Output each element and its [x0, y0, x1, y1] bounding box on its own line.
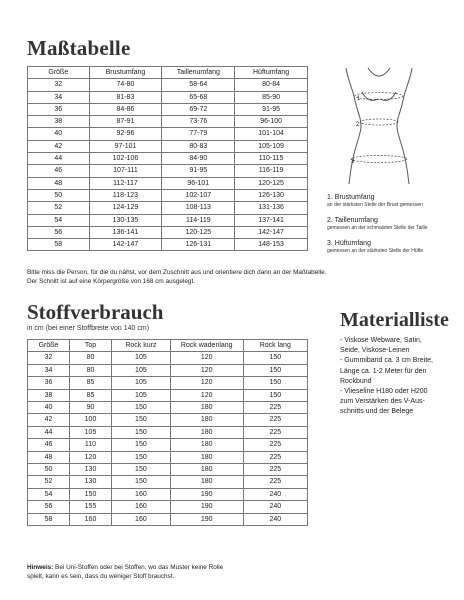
table-cell: 137-141 [235, 214, 308, 226]
table-cell: 74-80 [89, 79, 162, 91]
table-cell: 225 [243, 426, 307, 438]
fabric-table [27, 339, 308, 526]
note-line: Bitte miss die Person, für die du nähst, vor dem Zuschnitt aus und orientiere dich dann an der Maßtabelle. [27, 269, 327, 276]
table-cell: 190 [170, 513, 243, 525]
table-cell: 73-76 [162, 116, 235, 128]
table-cell: 36 [28, 377, 70, 389]
table-cell: 225 [243, 451, 307, 463]
table-cell: 52 [28, 202, 90, 214]
table-cell: 80 [70, 352, 112, 364]
table-cell: 85-90 [235, 91, 308, 103]
table-cell: 120-125 [162, 226, 235, 238]
table-cell: 124-129 [89, 202, 162, 214]
table-cell: 101-104 [235, 128, 308, 140]
table-cell: 77-79 [162, 128, 235, 140]
material-line: Seide, Viskose-Leinen [340, 347, 410, 355]
column-header: Hüftumfang [235, 67, 308, 79]
table-cell: 110-115 [235, 153, 308, 165]
table-cell: 180 [170, 464, 243, 476]
table-row [28, 140, 308, 152]
table-cell: 180 [170, 414, 243, 426]
table-cell: 240 [243, 513, 307, 525]
table-row [28, 352, 308, 364]
table-row [28, 116, 308, 128]
measurement-note [27, 268, 326, 286]
table-cell: 96-100 [235, 116, 308, 128]
table-cell: 190 [170, 501, 243, 513]
table-row [28, 177, 308, 189]
table-row [28, 79, 308, 91]
table-cell: 69-72 [162, 103, 235, 115]
table-row [28, 426, 308, 438]
legend-sub: gemessen an der schmalsten Stelle der Taille [327, 225, 428, 231]
table-row [28, 103, 308, 115]
table-cell: 84-86 [89, 103, 162, 115]
table-cell: 80-84 [235, 79, 308, 91]
table-cell: 240 [243, 488, 307, 500]
table-cell: 87-91 [89, 116, 162, 128]
table-row [28, 414, 308, 426]
table-cell: 56 [28, 501, 70, 513]
table-cell: 32 [28, 352, 70, 364]
table-row [28, 189, 308, 201]
table-cell: 107-111 [89, 165, 162, 177]
table-cell: 91-95 [235, 103, 308, 115]
table-cell: 116-119 [235, 165, 308, 177]
table-cell: 96-101 [162, 177, 235, 189]
table-cell: 150 [112, 402, 171, 414]
table-cell: 160 [112, 488, 171, 500]
hint-label: Hinweis: [27, 564, 54, 571]
table-cell: 131-136 [235, 202, 308, 214]
table-row [28, 214, 308, 226]
table-row [28, 464, 308, 476]
table-cell: 110 [70, 439, 112, 451]
table-row [28, 91, 308, 103]
figure-label-1: 1 [357, 96, 361, 102]
legend-brustumfang [327, 193, 457, 208]
table-cell: 42 [28, 414, 70, 426]
material-line: schnitts und der Belege [340, 408, 414, 416]
legend-sub: gemessen an der stärksten Stelle der Hüfte [327, 248, 424, 254]
table-cell: 38 [28, 389, 70, 401]
table-cell: 225 [243, 414, 307, 426]
column-header: Rock wadenlang [170, 340, 243, 352]
table-cell: 81-83 [89, 91, 162, 103]
table-cell: 85 [70, 377, 112, 389]
legend-sub: an der stärksten Stelle der Brust gemessen [327, 202, 423, 208]
hint-text: Bei Uni-Stoffen oder bei Stoffen, wo das Muster keine Rolle [53, 564, 224, 571]
table-cell: 150 [243, 377, 307, 389]
table-cell: 54 [28, 214, 90, 226]
table-cell: 130 [70, 476, 112, 488]
stoff-subtitle: in cm (bei einer Stoffbreite von 140 cm) [27, 325, 150, 332]
column-header: Rock kurz [112, 340, 171, 352]
table-row [28, 402, 308, 414]
table-cell: 91-95 [162, 165, 235, 177]
table-cell: 120 [170, 352, 243, 364]
bust-measure-line [355, 93, 403, 100]
hint-note [27, 563, 223, 581]
table-cell: 225 [243, 476, 307, 488]
table-cell: 65-68 [162, 91, 235, 103]
table-cell: 225 [243, 464, 307, 476]
column-header: Rock lang [243, 340, 307, 352]
table-cell: 120 [170, 364, 243, 376]
table-cell: 92-96 [89, 128, 162, 140]
table-cell: 108-113 [162, 202, 235, 214]
table-row [28, 476, 308, 488]
table-cell: 180 [170, 439, 243, 451]
table-row [28, 165, 308, 177]
table-cell: 44 [28, 153, 90, 165]
table-cell: 100 [70, 414, 112, 426]
table-cell: 118-123 [89, 189, 162, 201]
figure-label-3: 3 [351, 159, 355, 165]
table-cell: 102-106 [89, 153, 162, 165]
measurement-table [27, 66, 308, 251]
table-cell: 150 [243, 389, 307, 401]
table-cell: 105-109 [235, 140, 308, 152]
table-cell: 58-64 [162, 79, 235, 91]
body-measurement-figure [324, 66, 434, 186]
material-line: Rockbund [340, 377, 372, 385]
table-cell: 150 [112, 476, 171, 488]
table-cell: 150 [112, 439, 171, 451]
material-line: Länge ca. 1-2 Meter für den [340, 367, 427, 375]
table-cell: 56 [28, 226, 90, 238]
table-cell: 112-117 [89, 177, 162, 189]
table-cell: 120 [170, 389, 243, 401]
table-cell: 105 [112, 352, 171, 364]
table-cell: 126-131 [162, 239, 235, 251]
table-cell: 46 [28, 439, 70, 451]
table-cell: 80 [70, 364, 112, 376]
table-cell: 38 [28, 116, 90, 128]
table-cell: 105 [70, 426, 112, 438]
table-cell: 130-135 [89, 214, 162, 226]
table-row [28, 153, 308, 165]
table-cell: 180 [170, 426, 243, 438]
table-header-row [28, 67, 308, 79]
table-cell: 155 [70, 501, 112, 513]
table-cell: 40 [28, 402, 70, 414]
table-cell: 102-107 [162, 189, 235, 201]
table-row [28, 451, 308, 463]
table-cell: 114-119 [162, 214, 235, 226]
table-cell: 142-147 [89, 239, 162, 251]
table-cell: 84-90 [162, 153, 235, 165]
table-cell: 142-147 [235, 226, 308, 238]
table-row [28, 364, 308, 376]
material-line: - Gummiband ca. 3 cm Breite, [340, 357, 433, 365]
column-header: Brustumfang [89, 67, 162, 79]
table-cell: 85 [70, 389, 112, 401]
legend-title: 1. Brustumfang [327, 194, 375, 201]
table-cell: 97-101 [89, 140, 162, 152]
table-row [28, 377, 308, 389]
material-line: zum Verstärken des V-Aus- [340, 398, 425, 406]
legend-taillenumfang [327, 216, 457, 231]
table-cell: 148-153 [235, 239, 308, 251]
table-cell: 58 [28, 513, 70, 525]
column-header: Taillenumfang [162, 67, 235, 79]
table-header-row [28, 340, 308, 352]
table-cell: 150 [112, 414, 171, 426]
table-cell: 50 [28, 189, 90, 201]
legend-title: 2. Taillenumfang [327, 217, 378, 224]
table-row [28, 239, 308, 251]
table-cell: 150 [70, 488, 112, 500]
table-cell: 105 [112, 377, 171, 389]
table-cell: 120 [70, 451, 112, 463]
table-cell: 180 [170, 402, 243, 414]
material-list [340, 336, 462, 418]
table-cell: 150 [112, 426, 171, 438]
table-cell: 150 [243, 352, 307, 364]
table-cell: 34 [28, 91, 90, 103]
table-row [28, 389, 308, 401]
material-line: - Vlieseline H180 oder H200 [340, 388, 428, 396]
table-cell: 54 [28, 488, 70, 500]
table-cell: 180 [170, 451, 243, 463]
page-title-stoffverbrauch: Stoffverbrauch [27, 300, 164, 324]
hip-measure-line [351, 156, 407, 163]
table-cell: 120-125 [235, 177, 308, 189]
table-cell: 46 [28, 165, 90, 177]
table-cell: 225 [243, 439, 307, 451]
legend-hueftumfang [327, 239, 457, 254]
table-cell: 90 [70, 402, 112, 414]
column-header: Top [70, 340, 112, 352]
material-line: - Viskose Webware, Satin, [340, 337, 422, 344]
table-row [28, 226, 308, 238]
column-header: Größe [28, 67, 90, 79]
table-cell: 150 [243, 364, 307, 376]
legend-title: 3. Hüftumfang [327, 240, 371, 247]
table-cell: 120 [170, 377, 243, 389]
table-cell: 32 [28, 79, 90, 91]
table-cell: 58 [28, 239, 90, 251]
hint-text-line2: spielt, kann es sein, dass du weniger Stoff brauchst. [27, 573, 175, 580]
table-cell: 40 [28, 128, 90, 140]
table-cell: 42 [28, 140, 90, 152]
figure-label-2: 2 [356, 122, 360, 128]
table-cell: 136-141 [89, 226, 162, 238]
table-cell: 34 [28, 364, 70, 376]
table-cell: 240 [243, 501, 307, 513]
table-cell: 48 [28, 451, 70, 463]
table-cell: 52 [28, 476, 70, 488]
table-row [28, 501, 308, 513]
table-cell: 105 [112, 389, 171, 401]
table-cell: 36 [28, 103, 90, 115]
table-cell: 48 [28, 177, 90, 189]
page-title-masstabelle: Maßtabelle [27, 36, 131, 60]
table-cell: 126-130 [235, 189, 308, 201]
table-cell: 150 [112, 464, 171, 476]
table-row [28, 202, 308, 214]
table-row [28, 488, 308, 500]
waist-measure-line [360, 119, 398, 125]
table-cell: 105 [112, 364, 171, 376]
table-cell: 50 [28, 464, 70, 476]
table-cell: 160 [112, 513, 171, 525]
note-line: Der Schnitt ist auf eine Körpergröße von 168 cm ausgelegt. [27, 278, 196, 285]
table-row [28, 128, 308, 140]
table-cell: 225 [243, 402, 307, 414]
column-header: Größe [28, 340, 70, 352]
table-cell: 180 [170, 476, 243, 488]
table-cell: 44 [28, 426, 70, 438]
table-cell: 150 [112, 451, 171, 463]
table-cell: 160 [70, 513, 112, 525]
table-cell: 80-83 [162, 140, 235, 152]
table-cell: 160 [112, 501, 171, 513]
table-cell: 190 [170, 488, 243, 500]
table-row [28, 439, 308, 451]
table-cell: 130 [70, 464, 112, 476]
page-title-materialliste: Materialliste [340, 309, 449, 331]
table-row [28, 513, 308, 525]
